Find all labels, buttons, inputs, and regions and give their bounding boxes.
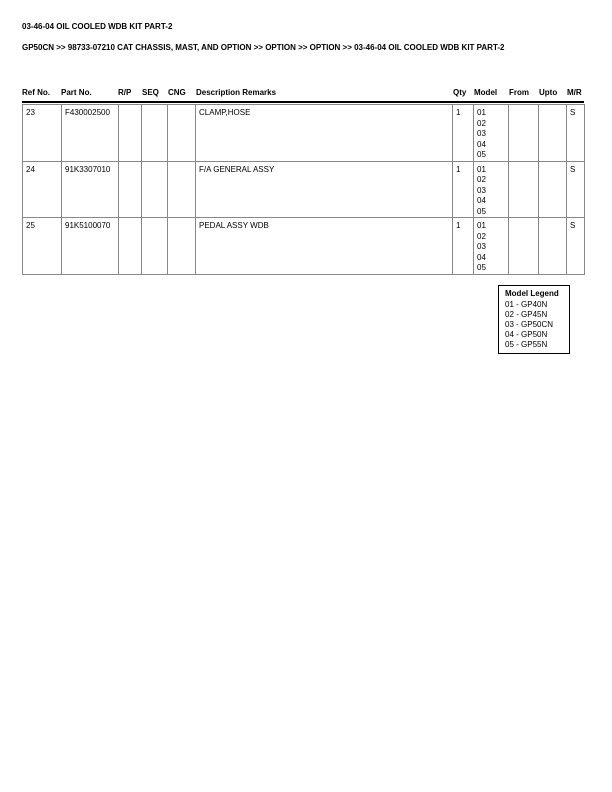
cell-upto: [539, 161, 567, 218]
model-code: 01: [477, 108, 486, 117]
model-code: 05: [477, 263, 486, 272]
model-code: 02: [477, 175, 486, 184]
cell-from: [509, 105, 539, 162]
cell-upto: [539, 218, 567, 275]
cell-rp: [119, 218, 142, 275]
col-rp: R/P: [118, 88, 132, 97]
model-code: 03: [477, 129, 486, 138]
legend-item: 04 - GP50N: [505, 330, 548, 339]
model-code: 04: [477, 196, 486, 205]
breadcrumb: GP50CN >> 98733-07210 CAT CHASSIS, MAST, AND OPTION >> OPTION >> OPTION >> 03-46-04 OIL COOLED WDB KIT PART-2: [22, 43, 505, 52]
cell-qty: 1: [453, 105, 474, 162]
cell-models: [474, 105, 509, 162]
cell-desc: F/A GENERAL ASSY: [196, 161, 453, 218]
cell-mr: S: [567, 161, 585, 218]
legend-item: 02 - GP45N: [505, 310, 548, 319]
model-code: 05: [477, 150, 486, 159]
table-header: [22, 88, 584, 100]
cell-part: 91K5100070: [62, 218, 119, 275]
col-model: Model: [474, 88, 498, 97]
legend-item: 05 - GP55N: [505, 340, 548, 349]
col-from: From: [509, 88, 529, 97]
cell-part: F430002500: [62, 105, 119, 162]
cell-desc: PEDAL ASSY WDB: [196, 218, 453, 275]
cell-qty: 1: [453, 218, 474, 275]
col-ref-no: Ref No.: [22, 88, 50, 97]
cell-desc: CLAMP,HOSE: [196, 105, 453, 162]
cell-seq: [142, 105, 168, 162]
cell-cng: [168, 161, 196, 218]
col-cng: CNG: [168, 88, 186, 97]
col-seq: SEQ: [142, 88, 159, 97]
col-part-no: Part No.: [61, 88, 92, 97]
cell-models: [474, 218, 509, 275]
cell-mr: S: [567, 218, 585, 275]
table-row: [23, 161, 585, 218]
col-description: Description Remarks: [196, 88, 277, 97]
legend-item: 01 - GP40N: [505, 300, 548, 309]
legend-item: 03 - GP50CN: [505, 320, 554, 329]
model-code: 01: [477, 221, 486, 230]
cell-cng: [168, 218, 196, 275]
model-code: 05: [477, 206, 486, 216]
cell-seq: [142, 218, 168, 275]
legend-title: Model Legend: [505, 289, 559, 298]
cell-models: [474, 161, 509, 218]
cell-from: [509, 161, 539, 218]
col-mr: M/R: [567, 88, 582, 97]
col-qty: Qty: [453, 88, 467, 97]
model-code: 02: [477, 231, 486, 241]
model-code: 01: [477, 164, 486, 174]
cell-part: 91K3307010: [62, 161, 119, 218]
parts-table: [22, 104, 585, 275]
cell-rp: [119, 161, 142, 218]
table-row: [23, 105, 585, 162]
cell-ref: 23: [23, 105, 62, 162]
cell-mr: S: [567, 105, 585, 162]
model-code: 02: [477, 118, 486, 128]
cell-ref: 25: [23, 218, 62, 275]
cell-qty: 1: [453, 161, 474, 218]
cell-from: [509, 218, 539, 275]
cell-seq: [142, 161, 168, 218]
model-code: 04: [477, 252, 486, 262]
model-code: 03: [477, 242, 486, 251]
model-code: 03: [477, 185, 486, 195]
header-rule: [22, 101, 584, 103]
col-upto: Upto: [539, 88, 558, 97]
page-title: 03-46-04 OIL COOLED WDB KIT PART-2: [22, 22, 173, 31]
model-code: 04: [477, 139, 486, 149]
cell-upto: [539, 105, 567, 162]
table-row: [23, 218, 585, 275]
cell-ref: 24: [23, 161, 62, 218]
model-legend: [498, 285, 570, 354]
cell-rp: [119, 105, 142, 162]
cell-cng: [168, 105, 196, 162]
